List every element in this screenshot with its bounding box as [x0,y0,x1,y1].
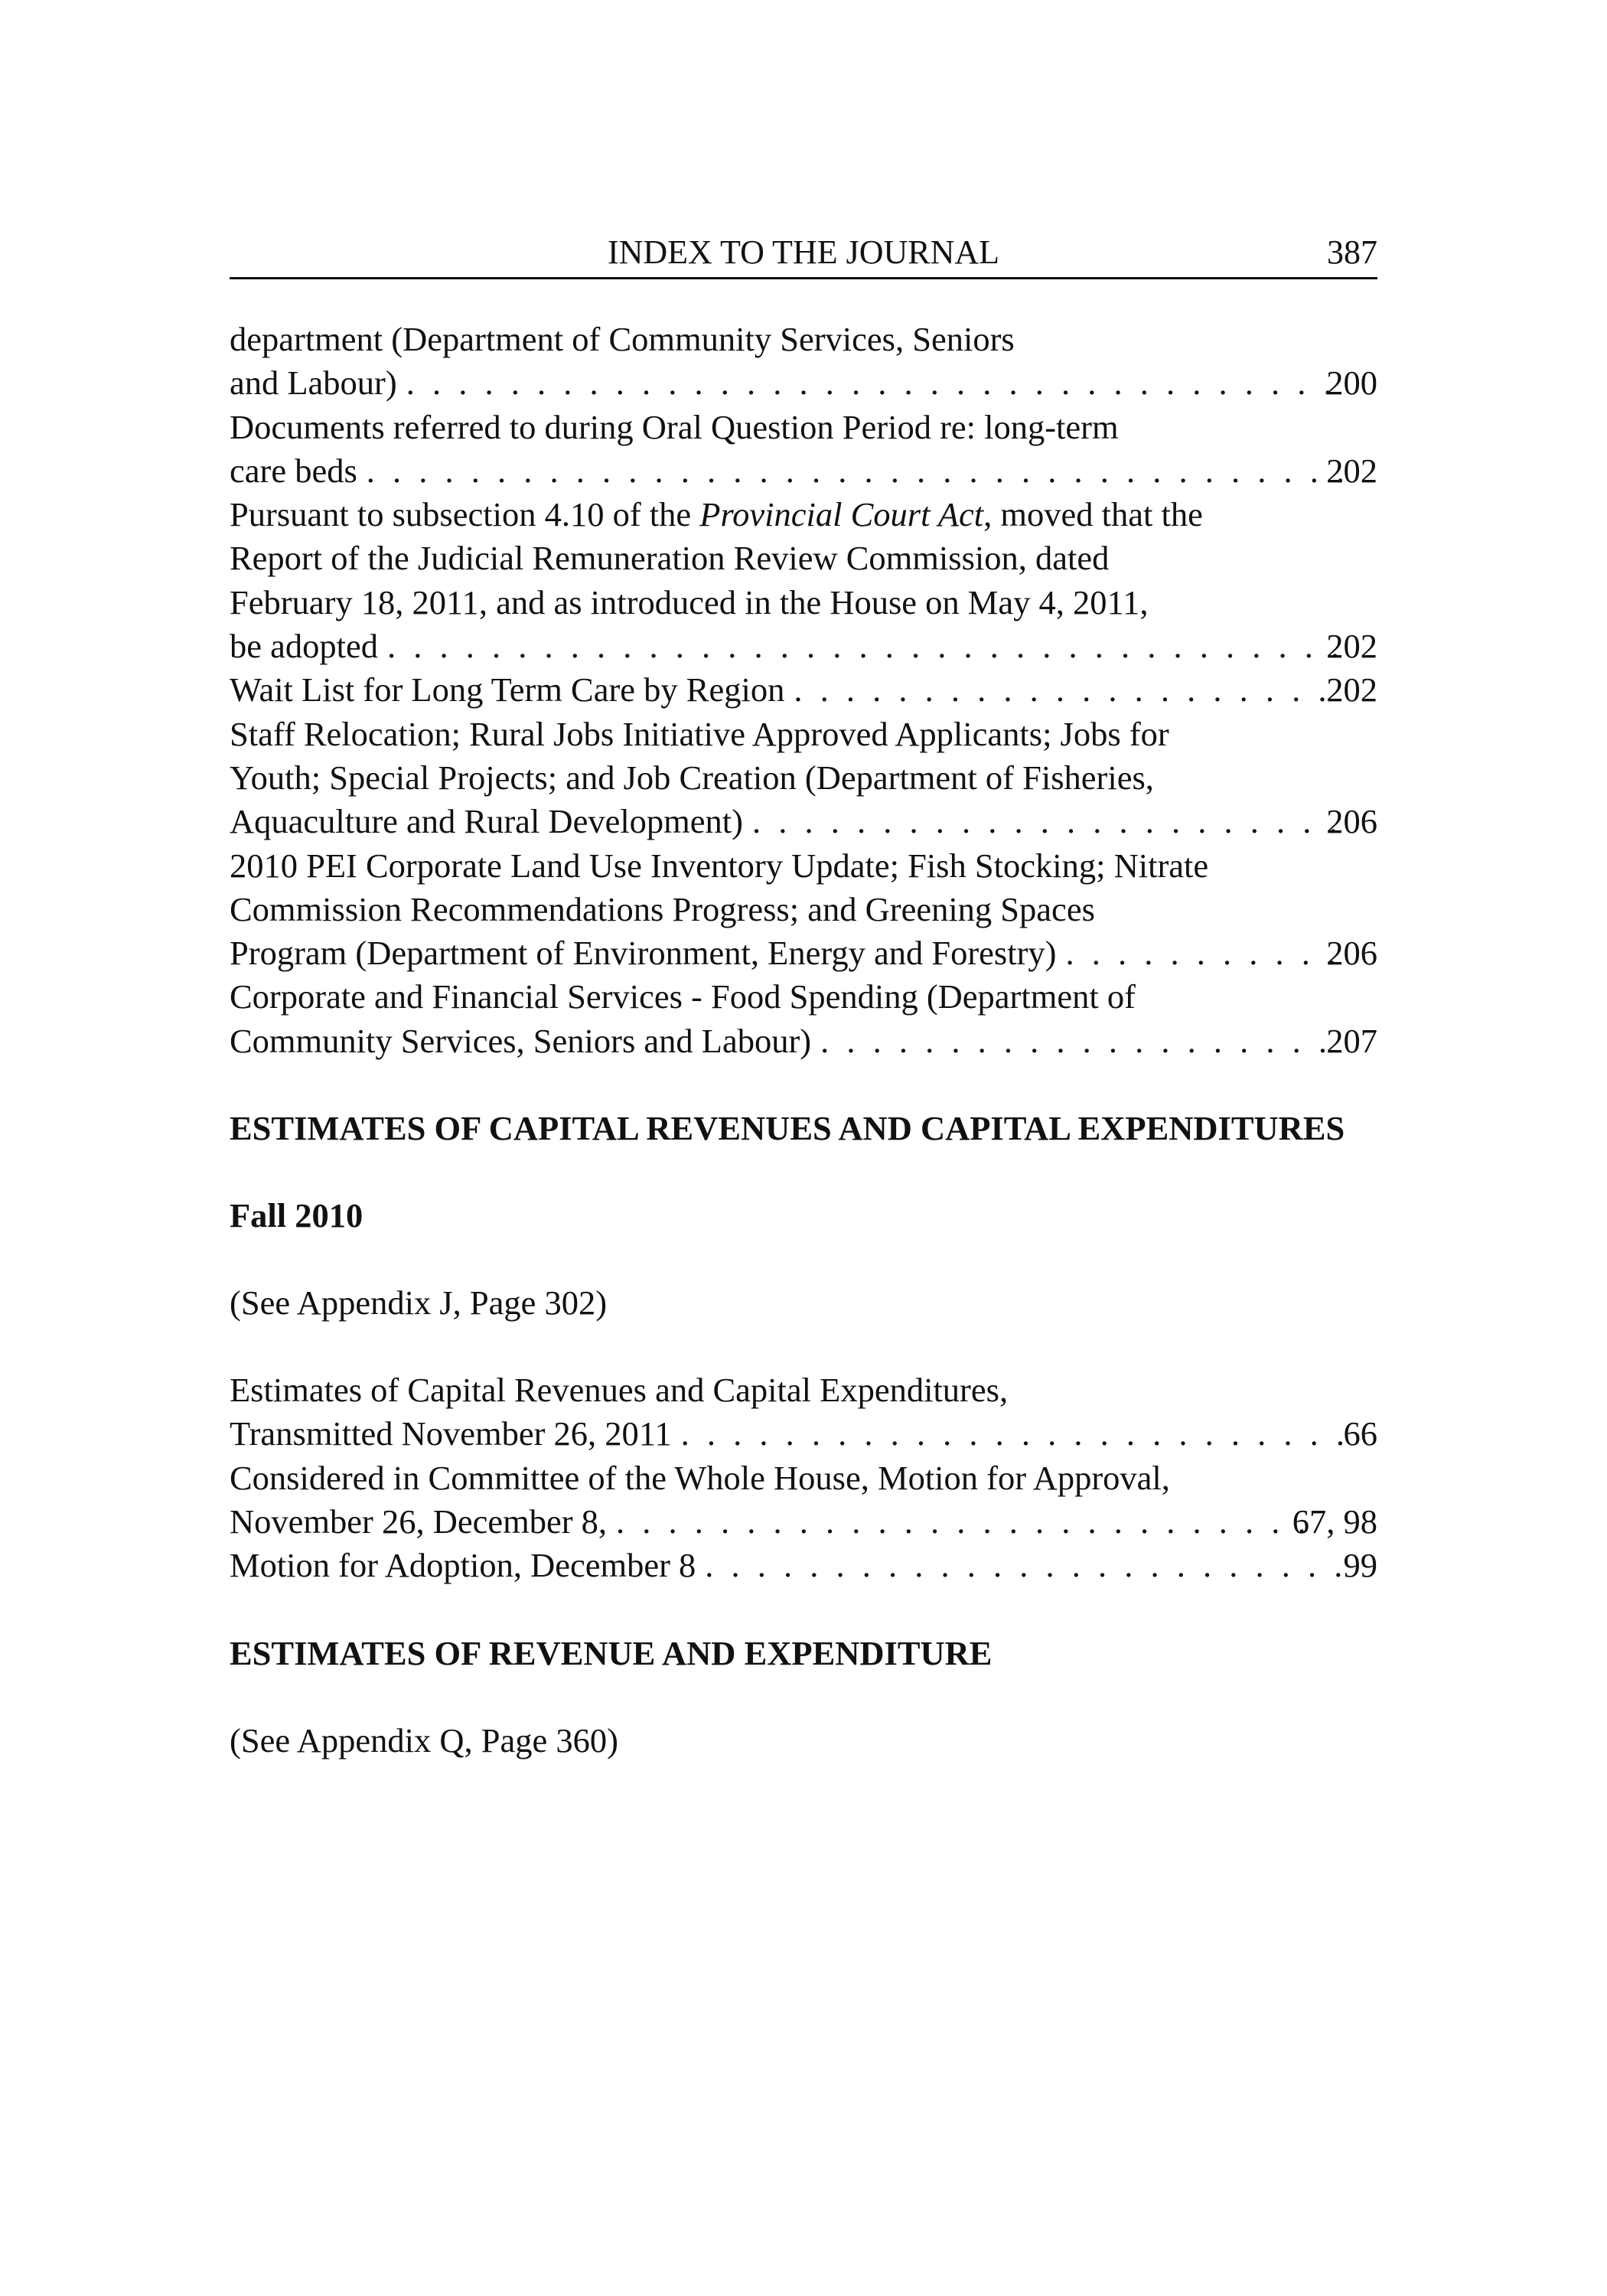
dot-leader [387,625,1342,668]
entry-text: Transmitted November 26, 2011 [230,1414,672,1453]
entry-last-line [230,1019,1377,1063]
entry-last-line [230,1500,1377,1544]
entry-line: Youth; Special Projects; and Job Creation (Department of Fisheries, [230,758,1154,797]
see-reference: (See Appendix Q, Page 360) [230,1720,618,1760]
index-entry [230,713,1377,844]
entry-text: Motion for Adoption, December 8 [230,1546,696,1585]
entry-text: Program (Department of Environment, Energy and Forestry) [230,934,1057,973]
index-entry [230,668,1377,712]
index-entry [230,844,1377,976]
index-entry [230,1544,1377,1587]
dot-leader [705,1544,1359,1587]
entry-line: Considered in Committee of the Whole House, Motion for Approval, [230,1458,1170,1497]
entry-last-line [230,1544,1377,1587]
index-entry [230,318,1377,406]
entry-last-line [230,668,1377,712]
dot-leader [752,800,1342,843]
running-title: INDEX TO THE JOURNAL [607,233,1000,271]
entry-text: Community Services, Seniors and Labour) [230,1021,812,1060]
index-entry [230,1368,1377,1456]
index-page [230,230,1377,1763]
entry-page-ref: 206 [1326,934,1377,973]
entry-last-line [230,625,1377,668]
dot-leader [1066,931,1343,975]
entry-text-post: , moved that the [983,495,1203,534]
entry-text: November 26, December 8, [230,1502,608,1541]
entry-page-ref: 207 [1326,1021,1377,1060]
entry-line: Commission Recommendations Progress; and Greening Spaces [230,889,1095,928]
entry-last-line [230,1412,1377,1456]
dot-leader [406,361,1343,405]
entry-page-ref: 202 [1326,670,1377,709]
entry-line: February 18, 2011, and as introduced in the House on May 4, 2011, [230,582,1149,621]
act-title: Provincial Court Act [699,495,984,534]
entry-page-ref: 206 [1326,802,1377,841]
section-heading-capital: ESTIMATES OF CAPITAL REVENUES AND CAPITAL EXPENDITURES [230,1109,1345,1148]
entry-page-ref: 202 [1326,451,1377,490]
entry-last-line [230,449,1377,493]
entry-text: and Labour) [230,364,397,403]
dot-leader [681,1412,1360,1456]
entry-text: Wait List for Long Term Care by Region [230,670,785,709]
entry-line [230,493,1377,536]
index-entries-capital [230,1368,1377,1587]
entry-page-ref: 67, 98 [1292,1502,1377,1541]
entry-line: Report of the Judicial Remuneration Review Commission, dated [230,539,1110,578]
see-reference: (See Appendix J, Page 302) [230,1283,608,1322]
dot-leader [820,1019,1342,1063]
entry-text: care beds [230,451,357,490]
entry-page-ref: 202 [1326,627,1377,666]
entry-line: department (Department of Community Services, Seniors [230,320,1015,358]
entry-last-line [230,800,1377,843]
entry-line: 2010 PEI Corporate Land Use Inventory Update; Fish Stocking; Nitrate [230,846,1209,885]
entry-page-ref: 200 [1326,364,1377,403]
entry-line: Documents referred to during Oral Question Period re: long-term [230,407,1119,446]
entry-page-ref: 66 [1343,1414,1377,1453]
dot-leader [616,1500,1309,1544]
page-number: 387 [1327,233,1377,271]
entry-line: Estimates of Capital Revenues and Capital Expenditures, [230,1371,1009,1410]
index-entry [230,493,1377,668]
entry-text-pre: Pursuant to subsection 4.10 of the [230,495,700,534]
index-entry [230,1456,1377,1544]
entry-last-line [230,931,1377,975]
entry-page-ref: 99 [1343,1546,1377,1585]
index-entries-top [230,318,1377,1063]
dot-leader [367,449,1342,493]
dot-leader [794,668,1342,712]
running-header [230,230,1377,279]
entry-last-line [230,361,1377,405]
subsection-heading: Fall 2010 [230,1196,363,1235]
entry-text: Aquaculture and Rural Development) [230,802,743,841]
section-heading-revenue: ESTIMATES OF REVENUE AND EXPENDITURE [230,1633,993,1672]
entry-line: Corporate and Financial Services - Food Spending (Department of [230,977,1136,1016]
entry-text: be adopted [230,627,378,666]
index-entry [230,406,1377,494]
index-entry [230,975,1377,1063]
entry-line: Staff Relocation; Rural Jobs Initiative Approved Applicants; Jobs for [230,714,1169,753]
